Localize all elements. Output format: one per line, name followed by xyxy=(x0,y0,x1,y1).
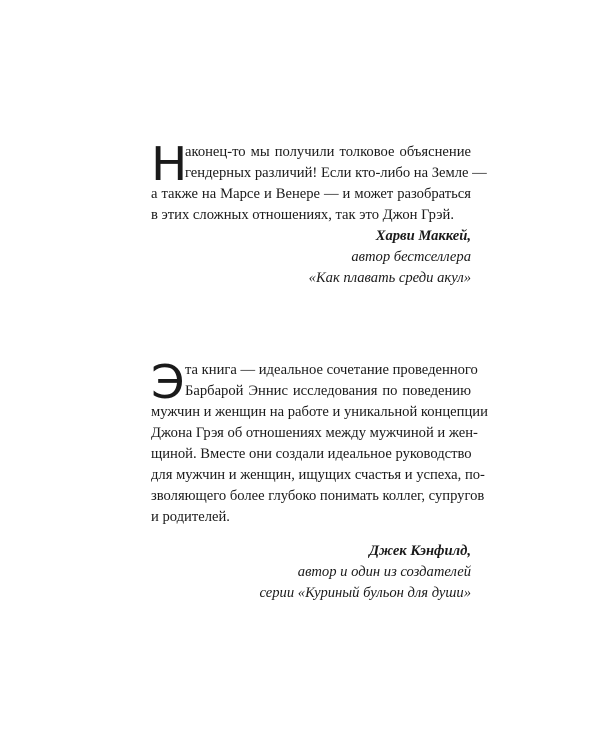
text-line: та книга — идеальное сочетание проведенного xyxy=(185,362,478,378)
author-name: Харви Маккей, xyxy=(375,228,471,244)
endorsement-quote-2 xyxy=(151,355,488,604)
quote-attribution xyxy=(151,226,471,289)
text-line: мужчин и женщин на работе и уникальной концепции xyxy=(151,404,488,420)
drop-cap: Э xyxy=(151,355,185,409)
author-role: автор и один из создателей xyxy=(297,564,471,580)
text-line: а также на Марсе и Венере — и может разобраться xyxy=(151,186,471,202)
text-line: зволяющего более глубоко понимать коллег, супругов xyxy=(151,488,485,504)
text-line: и родителей. xyxy=(151,509,230,525)
author-role: автор бестселлера xyxy=(351,249,471,265)
quote-text xyxy=(151,137,487,226)
endorsement-quote-1 xyxy=(151,137,487,289)
text-line: аконец-то мы получили толковое объяснение xyxy=(185,144,471,160)
author-work: «Как плавать среди акул» xyxy=(308,270,471,286)
text-line: щиной. Вместе они создали идеальное руководство xyxy=(151,446,472,462)
text-line: для мужчин и женщин, ищущих счастья и успеха, по- xyxy=(151,467,485,483)
text-line: Барбарой Эннис исследования по поведению xyxy=(185,383,471,399)
text-line: в этих сложных отношениях, так это Джон Грэй. xyxy=(151,207,454,223)
quote-text xyxy=(151,355,488,528)
author-name: Джек Кэнфилд, xyxy=(369,543,471,559)
text-line: гендерных различий! Если кто-либо на Земле — xyxy=(185,165,487,181)
drop-cap: Н xyxy=(151,137,188,191)
author-work: серии «Куриный бульон для души» xyxy=(259,585,471,601)
text-line: Джона Грэя об отношениях между мужчиной и жен- xyxy=(151,425,478,441)
quote-attribution xyxy=(151,541,471,604)
